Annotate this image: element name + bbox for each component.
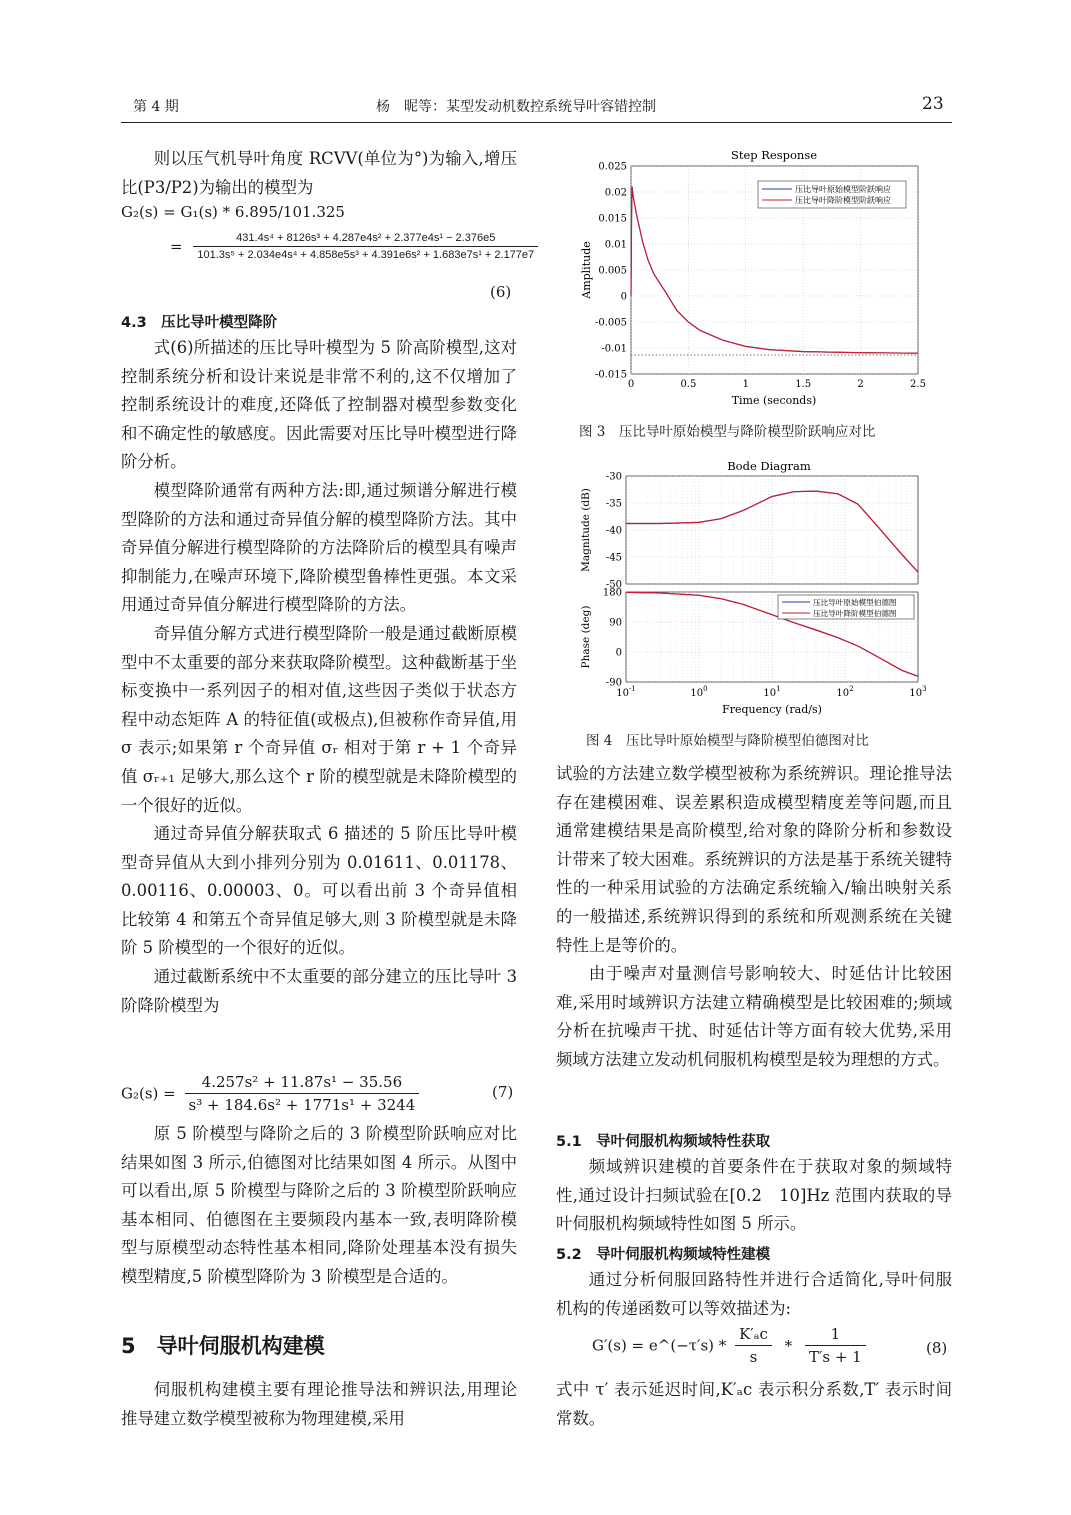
fig4-phase-ytick-label: 90 — [609, 617, 622, 629]
eq8-times: * — [784, 1336, 793, 1355]
fig4-ylabel-magnitude: Magnitude (dB) — [580, 488, 592, 572]
right-body-2 — [556, 1153, 952, 1239]
eq7-number: (7) — [492, 1083, 514, 1101]
left-body — [121, 334, 517, 1020]
fig4-phase-ytick-label: -90 — [605, 677, 622, 689]
fig3-xtick-label: 2 — [857, 379, 864, 390]
fig4-legend-entry-2: 压比导叶降阶模型伯德图 — [813, 609, 897, 618]
eq7-lhs: G₂(s) = — [121, 1084, 176, 1103]
fig3-ytick-label: 0.015 — [598, 213, 627, 225]
eq8 — [592, 1325, 866, 1366]
eq8-frac2-numerator: 1 — [805, 1325, 866, 1346]
fig4-legend — [778, 595, 914, 619]
fig4-xtick-label: $10^{-1}$ — [616, 685, 636, 699]
eq8-frac1-denominator: s — [749, 1348, 758, 1366]
fig4-xlabel: Frequency (rad/s) — [722, 703, 822, 716]
left-para-8-block — [121, 1376, 517, 1433]
left-para-5: 通过奇异值分解获取式 6 描述的 5 阶压比导叶模型奇异值从大到小排列分别为 0.01611、0.01178、0.00116、0.00003、0。可以看出前 3 个奇异值相比较第 4 和第五个奇异值足够大,则 3 阶模型就是未降阶 5 阶模型的一个很好的近似。 — [121, 824, 517, 958]
fig4-mag-ytick-label: -45 — [605, 552, 622, 564]
fig4-phase-ytick-label: 0 — [615, 647, 622, 659]
fig3-xtick-label: 1 — [742, 379, 749, 390]
right-para-2: 由于噪声对量测信号影响较大、时延估计比较困难,采用时域辨识方法建立精确模型是比较困难的;频域分析在抗噪声干扰、时延估计等方面有较大优势,采用频域方法建立发动机伺服机构模型是较为理想的方式。 — [556, 964, 952, 1069]
section-5-1-heading: 5.1 导叶伺服机构频域特性获取 — [556, 1134, 771, 1150]
eq6-fraction: = 431.4s⁴ + 8126s³ + 4.287e4s² + 2.377e4s¹ − 2.376e5 101.3s⁵ + 2.034e4s⁴ + 4.858e5s³ + 4.391e6s² + 1.683e7s¹ + 2.177e7 — [170, 232, 538, 261]
fig3-xtick-label: 1.5 — [795, 379, 812, 390]
fig3-ytick-label: 0.01 — [604, 239, 627, 251]
fig4-title: Bode Diagram — [727, 459, 811, 473]
figure-3-caption: 图 3 压比导叶原始模型与降阶模型阶跃响应对比 — [579, 424, 876, 440]
right-para-5: 式中 τ′ 表示延迟时间,K′ₐc 表示积分系数,T′ 表示时间常数。 — [556, 1380, 952, 1428]
fig4-mag-ytick-label: -40 — [605, 525, 622, 537]
fig3-xtick-label: 0.5 — [680, 379, 697, 390]
eq8-number: (8) — [926, 1339, 948, 1357]
fig3-ytick-label: 0.005 — [598, 265, 627, 277]
fig4-legend-entry-1: 压比导叶原始模型伯德图 — [813, 598, 897, 607]
eq6-numerator: 431.4s⁴ + 8126s³ + 4.287e4s² + 2.377e4s¹ − 2.376e5 — [193, 232, 538, 247]
left-para-8: 伺服机构建模主要有理论推导法和辨识法,用理论推导建立数学模型被称为物理建模,采用 — [121, 1380, 517, 1428]
fig4-mag-ytick-label: -50 — [605, 579, 622, 591]
eq8-lhs: G′(s) = e^(−τ′s) * — [592, 1336, 727, 1355]
left-para-6: 通过截断系统中不太重要的部分建立的压比导叶 3 阶降阶模型为 — [121, 967, 517, 1015]
section-4-3-heading: 4.3 压比导叶模型降阶 — [121, 315, 278, 331]
fig3-ytick-label: -0.01 — [601, 343, 627, 355]
right-body-4 — [556, 1376, 952, 1433]
fig3-ytick-label: 0 — [620, 291, 627, 303]
page-number: 23 — [922, 94, 944, 114]
right-para-4: 通过分析伺服回路特性并进行合适简化,导叶伺服机构的传递函数可以等效描述为: — [556, 1270, 952, 1318]
figure-4-bode — [556, 452, 956, 720]
eq7-denominator: s³ + 184.6s² + 1771s¹ + 3244 — [188, 1096, 416, 1114]
fig3-xtick-label: 2.5 — [910, 379, 926, 390]
left-para-7: 原 5 阶模型与降阶之后的 3 阶模型阶跃响应对比结果如图 3 所示,伯德图对比结果如图 4 所示。从图中可以看出,原 5 阶模型与降阶之后的 3 阶模型阶跃响应基本相同、伯德图在主要频段内基本一致,表明降阶模型与原模型动态特性基本相同,降阶处理基本没有损失模型精度,5 阶模型降阶为 3 阶模型是合适的。 — [121, 1124, 517, 1286]
left-para-2: 式(6)所描述的压比导叶模型为 5 阶高阶模型,这对控制系统分析和设计来说是非常不利的,这不仅增加了控制系统设计的难度,还降低了控制器对模型参数变化和不确定性的敏感度。因此需要对压比导叶模型进行降阶分析。 — [121, 338, 517, 472]
fig4-mag-ytick-label: -35 — [605, 498, 622, 510]
eq8-frac1-numerator: K′ₐc — [735, 1325, 772, 1346]
fig3-legend — [758, 181, 906, 208]
eq6-denominator: 101.3s⁵ + 2.034e4s⁴ + 4.858e5s³ + 4.391e6s² + 1.683e7s¹ + 2.177e7 — [197, 249, 535, 261]
issue-number: 第 4 期 — [133, 99, 179, 115]
figure-4-caption: 图 4 压比导叶原始模型与降阶模型伯德图对比 — [586, 733, 869, 749]
fig4-phase-ytick-label: 180 — [602, 587, 622, 599]
eq6-number: (6) — [490, 283, 512, 301]
fig3-title: Step Response — [730, 148, 818, 162]
fig3-ytick-label: 0.02 — [604, 187, 627, 199]
fig3-ytick-label: -0.005 — [594, 317, 627, 329]
eq7 — [121, 1073, 419, 1114]
right-body-3 — [556, 1266, 952, 1323]
fig4-mag-ytick-label: -30 — [605, 471, 622, 483]
figure-3-step-response — [556, 140, 956, 415]
fig3-legend-entry-2: 压比导叶降阶模型阶跃响应 — [795, 196, 891, 205]
left-para-7-block — [121, 1120, 517, 1292]
fig4-ylabel-phase: Phase (deg) — [580, 605, 592, 669]
fig3-xlabel: Time (seconds) — [731, 394, 817, 407]
fig3-ylabel: Amplitude — [580, 241, 593, 299]
running-title: 杨 昵等：某型发动机数控系统导叶容错控制 — [376, 99, 656, 115]
header-rule — [121, 122, 952, 123]
eq7-numerator: 4.257s² + 11.87s¹ − 35.56 — [185, 1073, 420, 1094]
left-para-3: 模型降阶通常有两种方法:即,通过频谱分解进行模型降阶的方法和通过奇异值分解的模型降阶方法。其中奇异值分解进行模型降阶的方法降阶后的模型具有噪声抑制能力,在噪声环境下,降阶模型鲁棒性更强。本文采用通过奇异值分解进行模型降阶的方法。 — [121, 480, 517, 615]
fig3-legend-entry-1: 压比导叶原始模型阶跃响应 — [795, 185, 891, 194]
fig4-xtick-label: $10^3$ — [909, 685, 927, 699]
left-para-4: 奇异值分解方式进行模型降阶一般是通过截断原模型中不太重要的部分来获取降阶模型。这种截断基于坐标变换中一系列因子的相对值,这些因子类似于状态方程中动态矩阵 A 的特征值(或极点),但被称作奇异值,用 σ 表示;如果第 r 个奇异值 σᵣ 相对于第 r + 1 个奇异值 σᵣ₊₁ 足够大,那么这个 r 阶的模型就是未降阶模型的一个很好的近似。 — [121, 623, 517, 815]
eq6-line1: G₂(s) = G₁(s) * 6.895/101.325 — [121, 203, 345, 221]
fig3-ytick-label: 0.025 — [598, 161, 627, 173]
left-para-1: 则以压气机导叶角度 RCVV(单位为°)为输入,增压比(P3/P2)为输出的模型为 — [121, 149, 517, 197]
section-5-2-heading: 5.2 导叶伺服机构频域特性建模 — [556, 1247, 771, 1263]
right-body-1 — [556, 760, 952, 1075]
fig4-xtick-label: $10^0$ — [690, 685, 708, 699]
eq8-frac2-denominator: T′s + 1 — [808, 1348, 862, 1366]
fig4-xtick-label: $10^2$ — [836, 685, 854, 699]
right-para-3: 频域辨识建模的首要条件在于获取对象的频域特性,通过设计扫频试验在[0.2 10]Hz 范围内获取的导叶伺服机构频域特性如图 5 所示。 — [556, 1157, 952, 1234]
fig3-ytick-label: -0.015 — [594, 369, 627, 381]
section-5-heading: 5 导叶伺服机构建模 — [121, 1334, 325, 1358]
fig4-xtick-label: $10^1$ — [763, 685, 781, 699]
fig3-xtick-label: 0 — [627, 379, 635, 390]
right-para-1: 试验的方法建立数学模型被称为系统辨识。理论推导法存在建模困难、误差累积造成模型精度差等问题,而且通常建模结果是高阶模型,给对象的降阶分析和参数设计带来了较大困难。系统辨识的方法是基于系统关键特性的一种采用试验的方法确定系统输入/输出映射关系的一般描述,系统辨识得到的系统和所观测系统在关键特性上是等价的。 — [556, 764, 952, 955]
